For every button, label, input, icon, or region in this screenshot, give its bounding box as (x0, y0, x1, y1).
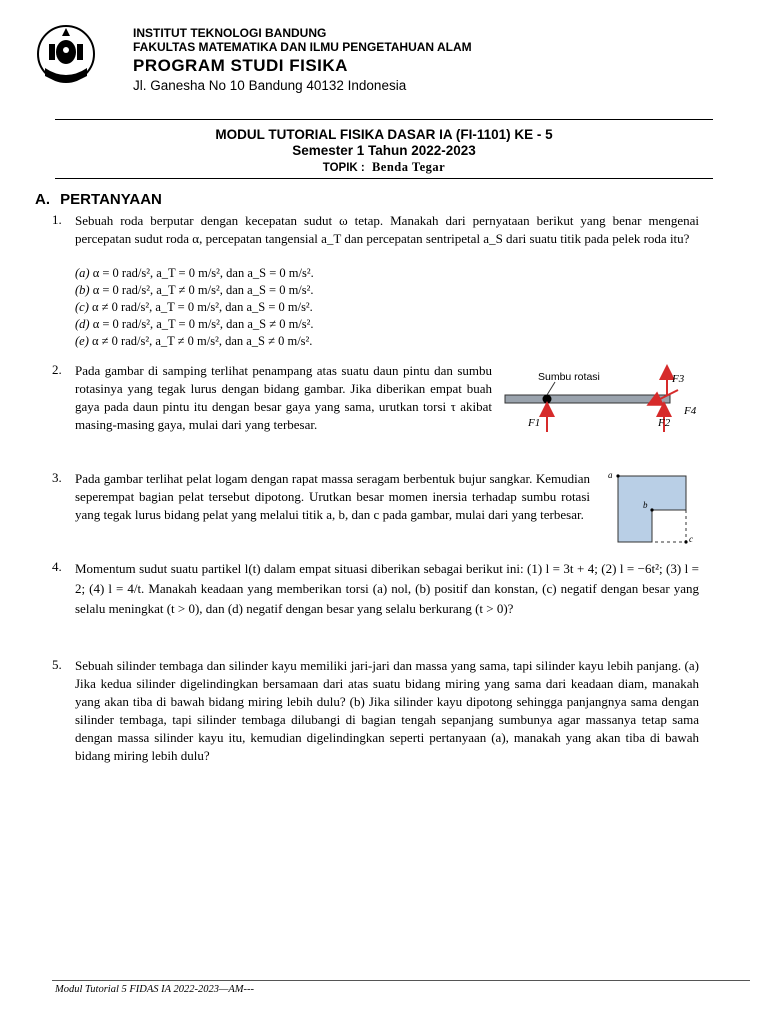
q1-number: 1. (52, 212, 62, 227)
q1-option-d-text: α = 0 rad/s², a_T = 0 m/s², dan a_S ≠ 0 m/s². (92, 317, 314, 331)
address: Jl. Ganesha No 10 Bandung 40132 Indonesia (133, 78, 407, 93)
topic-value: Benda Tegar (371, 160, 446, 174)
f2-label: F2 (658, 417, 671, 429)
title-divider (55, 178, 713, 179)
q1-option-c-text: α ≠ 0 rad/s², a_T = 0 m/s², dan a_S = 0 m/s². (92, 300, 313, 314)
institute-name: INSTITUT TEKNOLOGI BANDUNG (133, 26, 327, 40)
q1-option-d (75, 316, 314, 333)
axis-pointer (547, 382, 555, 395)
f4-label: F4 (684, 405, 697, 417)
q5-text: Sebuah silinder tembaga dan silinder kayu memiliki jari-jari dan massa yang sama, tapi silinder kayu lebih panjang. (a) Jika kedua silinder digelindingkan bersamaan dari atas suatu bidang miring yang sama dari keadaan diam, manakah yang akan tiba di bawah bidang miring lebih dulu? (b) Jika silinder kayu dipotong sehingga panjangnya sama dengan silinder tembaga, tapi silinder tembaga dilubangi di bagian tengah sepanjang sumbunya agar massanya tetap sama dengan massa silinder kayu itu, kemudian digelindingkan seperti pertanyaan (a), manakah yang akan tiba di bawah bidang miring lebih dulu? (75, 658, 699, 763)
q2-number: 2. (52, 362, 62, 377)
q1-option-e-label: (e) (75, 334, 89, 348)
plate-figure (600, 468, 700, 544)
door-panel (505, 395, 670, 403)
q1-option-b-text: α = 0 rad/s², a_T ≠ 0 m/s², dan a_S = 0 m/s². (92, 283, 314, 297)
semester: Semester 1 Tahun 2022-2023 (292, 143, 476, 158)
itb-logo (35, 22, 97, 88)
q1-option-c (75, 299, 313, 316)
topic-line (0, 160, 768, 175)
q1-option-d-label: (d) (75, 317, 90, 331)
point-c (684, 540, 687, 543)
topic-label: TOPIK : (322, 162, 365, 174)
footer-text: Modul Tutorial 5 FIDAS IA 2022-2023—AM--- (55, 984, 254, 995)
q3-number: 3. (52, 470, 62, 485)
axis-label: Sumbu rotasi (538, 371, 600, 383)
q4-text: Momentum sudut suatu partikel l(t) dalam empat situasi diberikan sebagai berikut ini: (1) l = 3t + 4; (2) l = −6t²; (3) l = 2; (4) l = 4/t. Manakah keadaan yang memberikan torsi (a) nol, (b) positif dan konstan, (c) negatif dengan besar yang selalu meningkat (t > 0), dan (d) negatif dengan besar yang selalu berkurang (t > 0)? (75, 561, 699, 616)
door-figure (500, 360, 710, 440)
q1-option-c-label: (c) (75, 300, 89, 314)
q2-text: Pada gambar di samping terlihat penampang atas suatu daun pintu dan sumbu rotasinya yang tegak lurus dengan bidang gambar. Jika diberikan empat buah gaya pada daun pintu itu dengan besar gaya yang sama, urutkan torsi τ akibat masing-masing gaya, mulai dari yang terbesar. (75, 363, 492, 432)
f3-label: F3 (672, 373, 685, 385)
section-label: A. (35, 191, 50, 208)
q1-option-a-text: α = 0 rad/s², a_T = 0 m/s², dan a_S = 0 m/s². (92, 266, 314, 280)
section-title: PERTANYAAN (60, 191, 162, 208)
point-b (650, 508, 653, 511)
q1-option-b-label: (b) (75, 283, 90, 297)
label-c: c (689, 534, 693, 544)
q4-number: 4. (52, 559, 62, 574)
label-a: a (608, 470, 613, 480)
faculty-name: FAKULTAS MATEMATIKA DAN ILMU PENGETAHUAN ALAM (133, 40, 472, 54)
label-b: b (643, 500, 648, 510)
q1-option-b (75, 282, 314, 299)
rotation-axis-dot (543, 395, 552, 404)
footer-divider (52, 980, 750, 981)
q1-option-a-label: (a) (75, 266, 90, 280)
header-divider (55, 119, 713, 120)
point-a (616, 474, 619, 477)
q5-number: 5. (52, 657, 62, 672)
q1-option-a (75, 265, 314, 282)
q1-option-e-text: α ≠ 0 rad/s², a_T ≠ 0 m/s², dan a_S ≠ 0 m/s². (92, 334, 313, 348)
program-name: PROGRAM STUDI FISIKA (133, 56, 348, 75)
removed-quarter-outline (652, 510, 686, 542)
module-title: MODUL TUTORIAL FISIKA DASAR IA (FI-1101) KE - 5 (215, 127, 553, 142)
section-heading (35, 191, 162, 208)
q3-text: Pada gambar terlihat pelat logam dengan rapat massa seragam berbentuk bujur sangkar. Kemudian seperempat bagian pelat tersebut dipotong. Urutkan besar momen inersia terhadap sumbu rotasi yang tegak lurus bidang pelat yang melalui titik a, b, dan c pada gambar, mulai dari yang terbesar. (75, 471, 590, 522)
q1-text: Sebuah roda berputar dengan kecepatan sudut ω tetap. Manakah dari pernyataan berikut yang benar mengenai percepatan sudut roda α, percepatan tangensial a_T dan percepatan sentripetal a_S dari suatu titik pada pelek roda itu? (75, 213, 699, 246)
f1-label: F1 (528, 417, 541, 429)
q1-option-e (75, 333, 312, 350)
